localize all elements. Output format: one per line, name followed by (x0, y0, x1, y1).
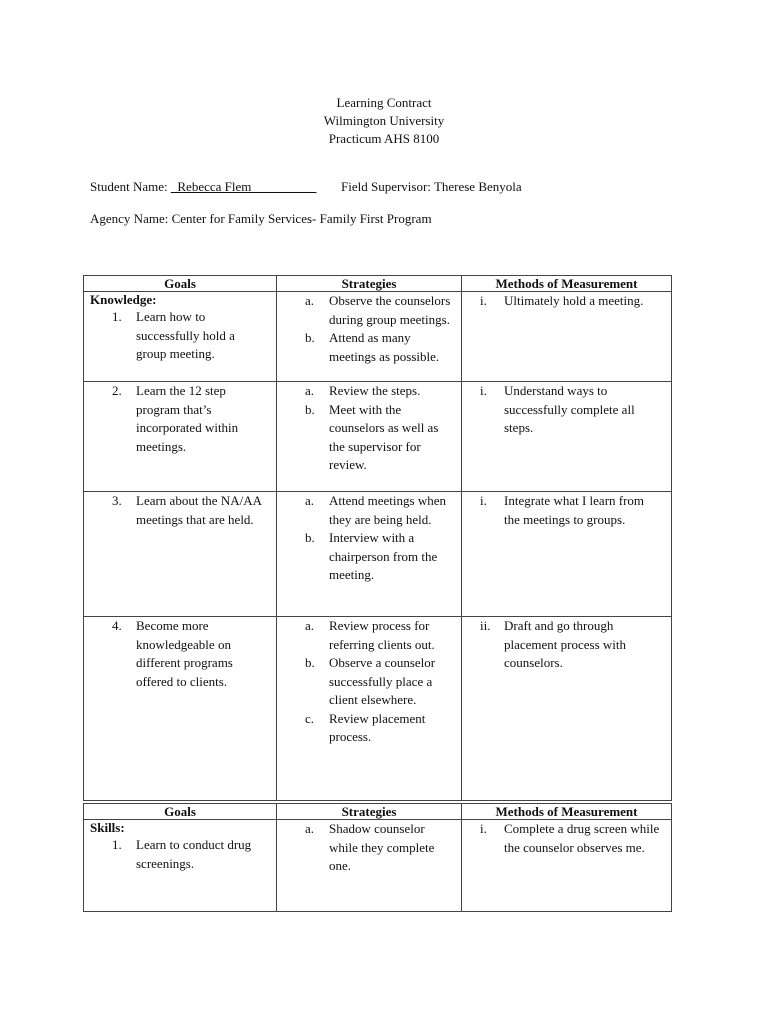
measure-marker: i. (480, 821, 487, 836)
goal-marker: 1. (112, 309, 122, 324)
table-row (84, 292, 672, 382)
student-name-value: _Rebecca Flem__________ (170, 179, 317, 194)
measures-cell (462, 820, 672, 912)
strategies-cell (277, 492, 462, 617)
list-item (84, 382, 276, 456)
strategy-text: Review placement process. (329, 710, 426, 744)
measure-text: Draft and go through placement process with counselors. (504, 618, 627, 670)
table-row (84, 820, 672, 912)
goal-text: Learn the 12 step program that’s incorporated within meetings. (136, 383, 239, 454)
strategy-marker: b. (305, 401, 315, 417)
strategies-cell (277, 292, 462, 382)
strategy-text: Shadow counselor while they complete one. (329, 821, 435, 873)
strategy-marker: a. (305, 618, 315, 633)
strategy-text: Observe a counselor successfully place a client elsewhere. (329, 655, 436, 707)
list-item (84, 617, 276, 691)
strategy-marker: a. (305, 821, 315, 836)
title-line-university: Wilmington University (323, 113, 445, 128)
measures-cell (462, 492, 672, 617)
measures-cell (462, 292, 672, 382)
goal-cell (84, 820, 277, 912)
list-item (277, 529, 461, 585)
goal-text: Learn how to successfully hold a group meeting. (136, 309, 235, 361)
goal-cell (84, 382, 277, 492)
goal-marker: 2. (112, 383, 122, 398)
strategy-marker: a. (305, 293, 315, 308)
strategy-text: Meet with the counselors as well as the supervisor for review. (329, 401, 439, 472)
list-item (84, 836, 276, 873)
list-item (277, 710, 461, 747)
strategy-text: Attend as many meetings as possible. (329, 330, 440, 364)
title-line-course: Practicum AHS 8100 (328, 131, 440, 146)
measures-cell (462, 617, 672, 801)
strategy-marker: b. (305, 530, 315, 545)
strategy-marker: c. (305, 710, 315, 726)
student-name-label: Student Name: (90, 179, 168, 194)
strategy-text: Attend meetings when they are being held. (329, 493, 446, 527)
goal-cell (84, 617, 277, 801)
goal-cell (84, 292, 277, 382)
section-label-skills: Skills: (90, 820, 125, 835)
list-item (277, 382, 461, 401)
list-item (277, 401, 461, 475)
measure-text: Ultimately hold a meeting. (504, 293, 644, 308)
table-row (84, 492, 672, 617)
agency-name-line (90, 211, 432, 227)
measure-marker: i. (480, 293, 487, 308)
list-item (277, 292, 461, 329)
agency-name-label: Agency Name: (90, 211, 169, 226)
strategies-cell (277, 617, 462, 801)
list-item (462, 820, 671, 857)
measure-text: Integrate what I learn from the meetings to groups. (504, 493, 645, 527)
strategy-marker: a. (305, 493, 315, 508)
measure-text: Complete a drug screen while the counselor observes me. (504, 821, 660, 855)
strategy-text: Interview with a chairperson from the meeting. (329, 530, 438, 582)
list-item (462, 292, 671, 311)
list-item (462, 617, 671, 673)
field-supervisor-label: Field Supervisor: (341, 179, 431, 194)
measures-cell (462, 382, 672, 492)
table-row (84, 382, 672, 492)
list-item (277, 617, 461, 654)
list-item (462, 382, 671, 438)
document-title (0, 94, 768, 148)
title-line-contract: Learning Contract (336, 95, 432, 110)
strategies-cell (277, 820, 462, 912)
goal-cell (84, 492, 277, 617)
goal-text: Learn to conduct drug screenings. (136, 837, 252, 871)
header-methods-of-measurement: Methods of Measurement (462, 804, 672, 820)
measure-marker: i. (480, 493, 487, 508)
list-item (84, 308, 276, 364)
agency-name-value: Center for Family Services- Family First Program (171, 211, 432, 226)
strategy-text: Observe the counselors during group meetings. (329, 293, 451, 327)
header-goals: Goals (84, 276, 277, 292)
goal-text: Become more knowledgeable on different programs offered to clients. (136, 618, 233, 689)
goal-text: Learn about the NA/AA meetings that are held. (136, 493, 262, 527)
header-strategies: Strategies (277, 804, 462, 820)
measure-text: Understand ways to successfully complete all steps. (504, 383, 635, 435)
table-row (84, 617, 672, 801)
goal-marker: 1. (112, 837, 122, 852)
strategy-marker: b. (305, 330, 315, 345)
section-label-knowledge: Knowledge: (90, 292, 157, 307)
strategy-text: Review process for referring clients out. (329, 618, 435, 652)
header-strategies: Strategies (277, 276, 462, 292)
goal-marker: 4. (112, 618, 122, 633)
field-supervisor-line (341, 179, 522, 195)
list-item (462, 492, 671, 529)
table-header-row (84, 276, 672, 292)
list-item (277, 820, 461, 876)
goal-marker: 3. (112, 493, 122, 508)
list-item (277, 654, 461, 710)
header-methods-of-measurement: Methods of Measurement (462, 276, 672, 292)
list-item (277, 329, 461, 366)
list-item (277, 492, 461, 529)
list-item (84, 492, 276, 529)
strategies-cell (277, 382, 462, 492)
skills-goals-table (83, 803, 672, 912)
strategy-marker: a. (305, 383, 315, 398)
measure-marker: i. (480, 383, 487, 398)
header-goals: Goals (84, 804, 277, 820)
student-name-line (90, 179, 316, 195)
strategy-text: Review the steps. (329, 383, 421, 398)
knowledge-goals-table (83, 275, 672, 801)
measure-marker: ii. (480, 618, 491, 633)
strategy-marker: b. (305, 655, 315, 670)
field-supervisor-value: Therese Benyola (433, 179, 522, 194)
table-header-row (84, 804, 672, 820)
